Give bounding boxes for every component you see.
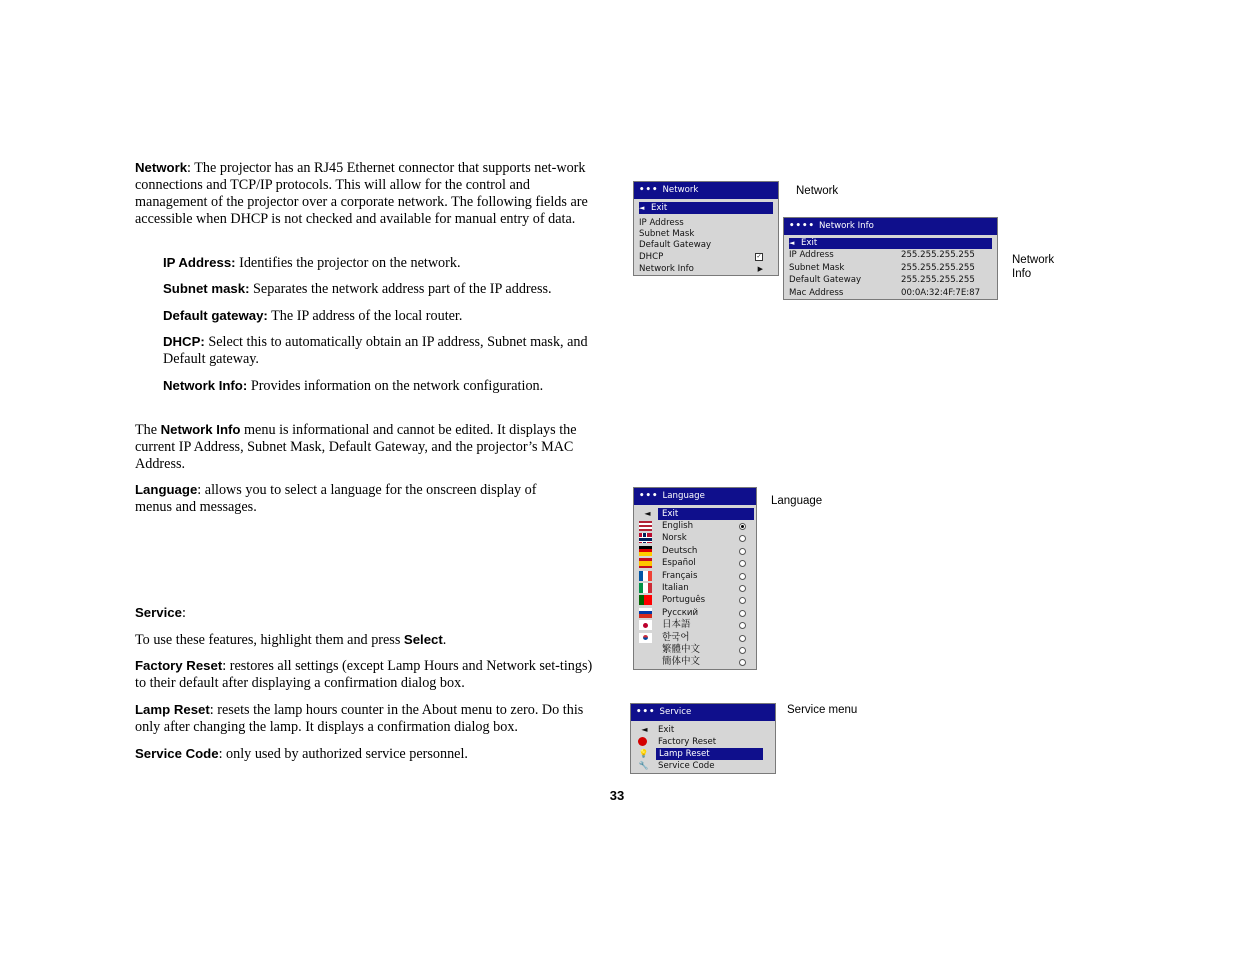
language-option-japanese[interactable]: 日本語 (634, 619, 751, 631)
service-menu (630, 703, 776, 774)
radio-button[interactable] (739, 659, 746, 666)
service-heading: Service: (135, 605, 186, 621)
language-option-francais[interactable]: Français (634, 570, 751, 582)
menu-item-exit[interactable]: ◄ Exit (631, 724, 767, 736)
italy-flag-icon (639, 583, 652, 593)
lamp-reset-definition: Lamp Reset: resets the lamp hours counter in the About menu to zero. Do this only after changing the lamp. It displays a confirmation dialog box. (135, 702, 584, 735)
left-arrow-icon: ◄ (644, 509, 651, 518)
russia-flag-icon (639, 608, 652, 618)
language-menu (633, 487, 757, 670)
radio-button[interactable] (739, 635, 746, 642)
caption-service-menu: Service menu (787, 704, 858, 716)
portugal-flag-icon (639, 595, 652, 605)
menu-item-lamp-reset[interactable]: 💡 Lamp Reset (631, 748, 767, 760)
network-info-definition: Network Info: Provides information on the network configuration. (163, 378, 544, 394)
korea-flag-icon (639, 633, 652, 643)
info-row-subnet-mask: Subnet Mask 255.255.255.255 (789, 262, 975, 273)
germany-flag-icon (639, 546, 652, 556)
info-row-default-gateway: Default Gateway 255.255.255.255 (789, 275, 975, 285)
radio-button[interactable] (739, 523, 746, 530)
language-option-italian[interactable]: Italian (634, 582, 751, 594)
network-paragraph: Network: The projector has an RJ45 Ethernet connector that supports net-work connections and TCP/IP protocols. This will allow for the control and management of the projector over a corporate network. The following fields are accessible when DHCP is not checked and available for manual entry of data. (135, 160, 588, 227)
language-option-simplified-chinese[interactable]: 簡体中文 (634, 656, 751, 668)
radio-button[interactable] (739, 622, 746, 629)
language-paragraph: Language: allows you to select a language for the onscreen display of menus and messages. (135, 482, 537, 515)
radio-button[interactable] (739, 548, 746, 555)
factory-reset-icon (638, 737, 647, 746)
dhcp-checkbox[interactable]: ✓ (756, 253, 762, 260)
network-info-menu (783, 217, 998, 300)
norway-flag-icon (639, 533, 652, 543)
menu-item-service-code[interactable]: 🔧 Service Code (638, 761, 715, 771)
caption-network-info: Network Info (1012, 254, 1055, 280)
france-flag-icon (639, 571, 652, 581)
menu-item-network-info[interactable]: Network Info ▶ (639, 264, 763, 274)
language-option-korean[interactable]: 한국어 (634, 632, 751, 644)
submenu-arrow-icon: ▶ (757, 265, 763, 273)
language-option-espanol[interactable]: Español (634, 557, 751, 569)
language-option-russian[interactable]: Pусский (634, 607, 751, 619)
left-arrow-icon: ◄ (789, 239, 795, 247)
network-menu-header: ••• Network (634, 182, 778, 199)
wrench-icon: 🔧 (638, 761, 649, 770)
left-arrow-icon: ◄ (639, 204, 645, 212)
network-info-paragraph: The Network Info menu is informational and cannot be edited. It displays the current IP Address, Subnet Mask, Default Gateway, and the projector’s MAC Address. (135, 422, 577, 472)
factory-reset-definition: Factory Reset: restores all settings (except Lamp Hours and Network set-tings) to their default after displaying a confirmation dialog box. (135, 658, 593, 691)
language-option-norsk[interactable]: Norsk (634, 532, 751, 544)
us-flag-icon (639, 521, 652, 531)
radio-button[interactable] (739, 610, 746, 617)
language-option-traditional-chinese[interactable]: 繁體中文 (634, 644, 751, 656)
radio-button[interactable] (739, 597, 746, 604)
radio-button[interactable] (739, 560, 746, 567)
menu-item-ip-address[interactable]: IP Address (639, 218, 684, 228)
menu-item-exit[interactable]: ◄ Exit (639, 202, 773, 214)
radio-button[interactable] (739, 585, 746, 592)
service-code-definition: Service Code: only used by authorized service personnel. (135, 746, 468, 762)
language-option-english[interactable]: English (634, 520, 751, 532)
menu-item-subnet-mask[interactable]: Subnet Mask (639, 229, 695, 239)
network-info-menu-header: •••• Network Info (784, 218, 997, 235)
info-row-ip-address: IP Address 255.255.255.255 (789, 250, 975, 260)
service-menu-header: ••• Service (631, 704, 775, 721)
network-menu (633, 181, 779, 276)
menu-item-exit[interactable]: ◄ Exit (789, 238, 992, 249)
menu-item-exit[interactable]: ◄ Exit (634, 508, 751, 520)
service-usage: To use these features, highlight them and press Select. (135, 632, 447, 648)
radio-button[interactable] (739, 535, 746, 542)
radio-button[interactable] (739, 647, 746, 654)
default-gateway-definition: Default gateway: The IP address of the local router. (163, 308, 463, 324)
left-arrow-icon: ◄ (641, 725, 648, 734)
subnet-mask-definition: Subnet mask: Separates the network address part of the IP address. (163, 281, 552, 297)
language-option-deutsch[interactable]: Deutsch (634, 545, 751, 557)
spain-flag-icon (639, 558, 652, 568)
caption-network: Network (796, 185, 839, 197)
ip-address-definition: IP Address: Identifies the projector on the network. (163, 255, 461, 271)
dhcp-definition: DHCP: Select this to automatically obtain an IP address, Subnet mask, and Default gateway. (163, 334, 588, 367)
language-option-portugues[interactable]: Português (634, 594, 751, 606)
caption-language: Language (771, 495, 823, 507)
menu-item-factory-reset[interactable]: Factory Reset (631, 736, 767, 748)
lamp-icon: 💡 (638, 749, 649, 758)
language-menu-header: ••• Language (634, 488, 756, 505)
menu-item-default-gateway[interactable]: Default Gateway (639, 240, 712, 250)
japan-flag-icon (639, 620, 652, 630)
menu-item-dhcp[interactable]: DHCP ✓ (639, 252, 762, 262)
page-number: 33 (609, 788, 625, 803)
info-row-mac-address: Mac Address 00:0A:32:4F:7E:87 (789, 287, 981, 298)
radio-button[interactable] (739, 573, 746, 580)
